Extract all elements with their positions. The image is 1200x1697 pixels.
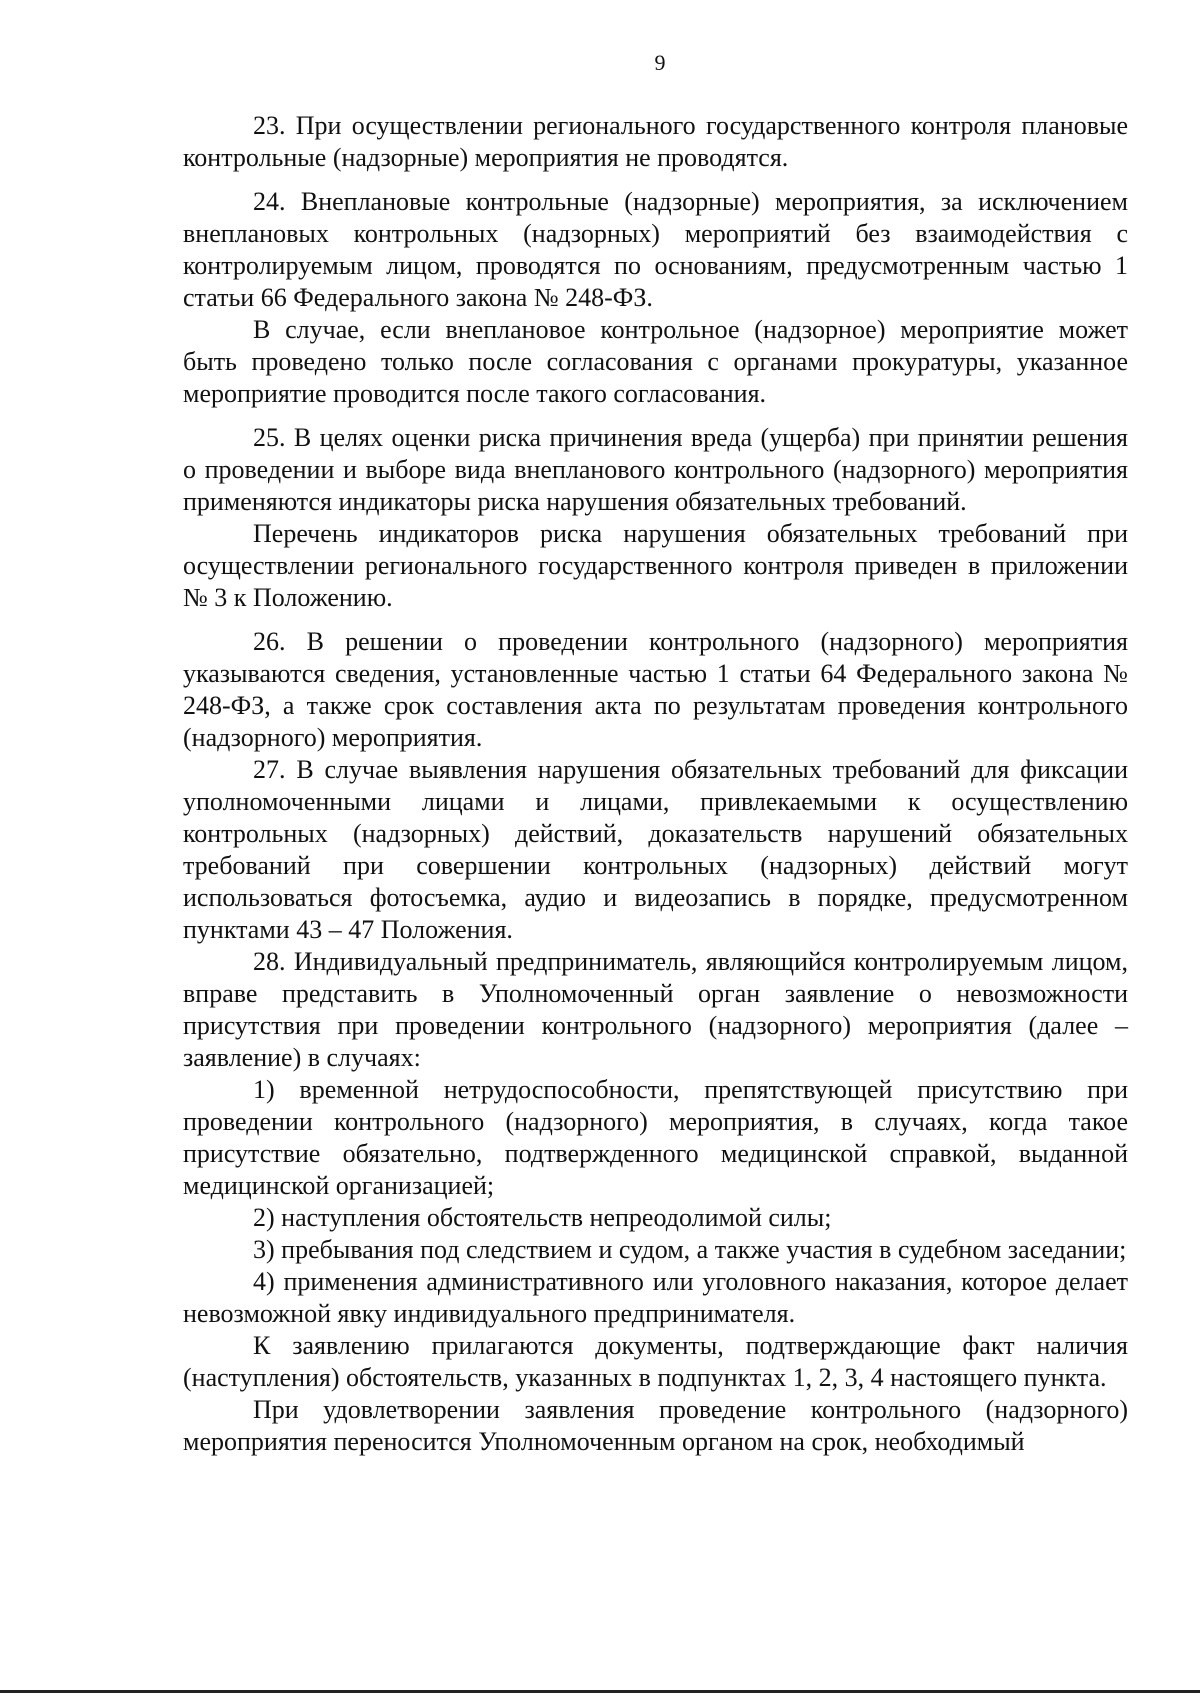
document-body	[183, 110, 1128, 1458]
paragraph-26: 26. В решении о проведении контрольного (надзорного) мероприятия указываются сведения, установленные частью 1 статьи 64 Федерального закона № 248-ФЗ, а также срок составления акта по результатам проведения контрольного (надзорного) мероприятия.	[183, 627, 1128, 752]
subitem-3: 3) пребывания под следствием и судом, а также участия в судебном заседании;	[253, 1235, 1127, 1264]
paragraph-28-attachments: К заявлению прилагаются документы, подтверждающие факт наличия (наступления) обстоятельств, указанных в подпунктах 1, 2, 3, 4 настоящего пункта.	[183, 1331, 1128, 1392]
page-bottom-edge	[0, 1690, 1200, 1693]
subitem-4: 4) применения административного или уголовного наказания, которое делает невозможной явку индивидуального предпринимателя.	[183, 1267, 1128, 1328]
subitem-2: 2) наступления обстоятельств непреодолимой силы;	[253, 1203, 832, 1232]
page-number: 9	[654, 50, 666, 75]
paragraph-28: 28. Индивидуальный предприниматель, являющийся контролируемым лицом, вправе представить в Уполномоченный орган заявление о невозможности присутствия при проведении контрольного (надзорного) мероприятия (далее – заявление) в случаях:	[183, 947, 1128, 1072]
subitem-1: 1) временной нетрудоспособности, препятствующей присутствию при проведении контрольного (надзорного) мероприятия, в случаях, когда такое присутствие обязательно, подтвержденного медицинской справкой, выданной медицинской организацией;	[183, 1075, 1128, 1200]
paragraph-24: 24. Внеплановые контрольные (надзорные) мероприятия, за исключением внеплановых контрольных (надзорных) мероприятий без взаимодействия с контролируемым лицом, проводятся по основаниям, предусмотренным частью 1 статьи 66 Федерального закона № 248-ФЗ.	[183, 187, 1128, 312]
paragraph-25-indicator-list: Перечень индикаторов риска нарушения обязательных требований при осуществлении регионального государственного контроля приведен в приложении № 3 к Положению.	[183, 519, 1128, 612]
paragraph-28-postponement: При удовлетворении заявления проведение контрольного (надзорного) мероприятия переносится Уполномоченным органом на срок, необходимый	[183, 1395, 1128, 1456]
paragraph-23: 23. При осуществлении регионального государственного контроля плановые контрольные (надзорные) мероприятия не проводятся.	[183, 111, 1128, 172]
paragraph-24-prosecutor-agreement: В случае, если внеплановое контрольное (надзорное) мероприятие может быть проведено только после согласования с органами прокуратуры, указанное мероприятие проводится после такого согласования.	[183, 315, 1128, 408]
paragraph-25: 25. В целях оценки риска причинения вреда (ущерба) при принятии решения о проведении и выборе вида внепланового контрольного (надзорного) мероприятия применяются индикаторы риска нарушения обязательных требований.	[183, 423, 1128, 516]
paragraph-27: 27. В случае выявления нарушения обязательных требований для фиксации уполномоченными лицами и лицами, привлекаемыми к осуществлению контрольных (надзорных) действий, доказательств нарушений обязательных требований при совершении контрольных (надзорных) действий могут использоваться фотосъемка, аудио и видеозапись в порядке, предусмотренном пунктами 43 – 47 Положения.	[183, 755, 1128, 944]
